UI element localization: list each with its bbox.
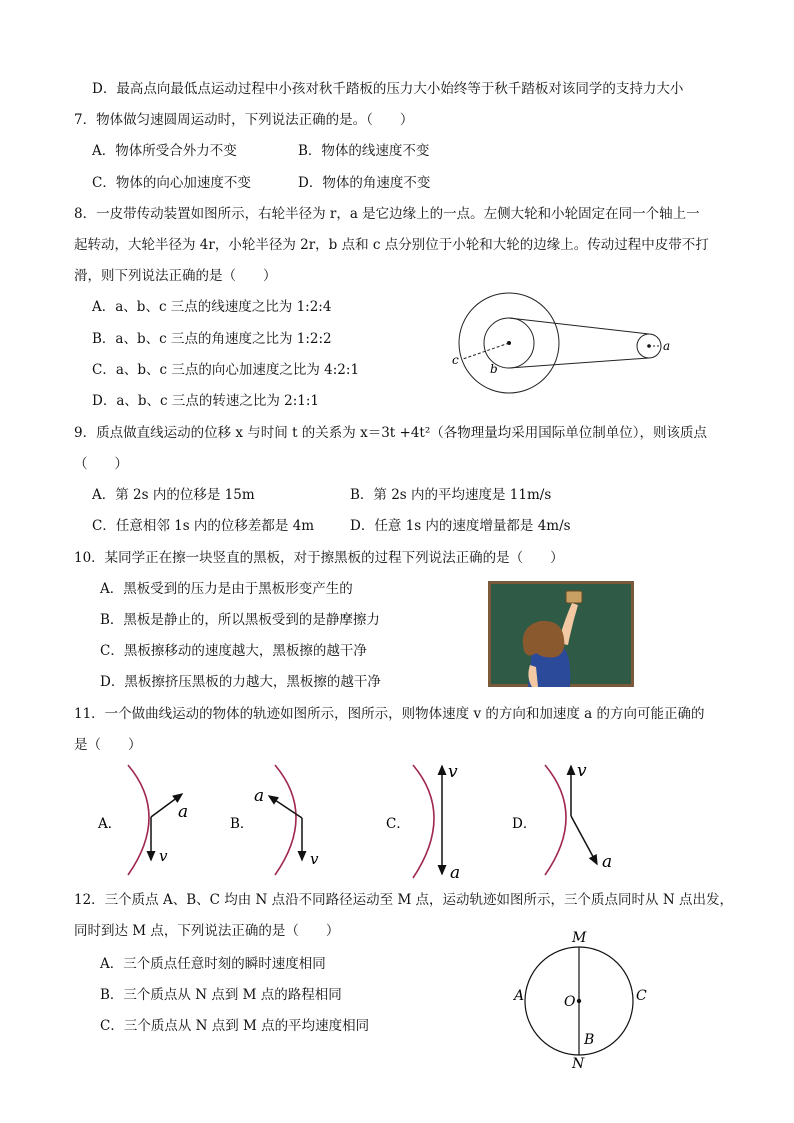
belt-bottom [509,358,649,368]
q7-stem: 7．物体做匀速圆周运动时，下列说法正确的是。（ ） [74,112,414,128]
label-o: O [564,994,576,1010]
option-b-trajectory [275,765,296,875]
option-d-trajectory [545,765,566,875]
q7-option-a: A．物体所受合外力不变 [92,143,237,159]
option-c-trajectory [413,765,434,878]
option-a-a-label: a [178,802,189,822]
option-a-trajectory [128,765,149,875]
label-m: M [572,930,587,946]
q8-option-d: D．a、b、c 三点的转速之比为 2:1:1 [92,393,320,409]
blackboard-illustration [488,581,634,687]
q7-option-d: D．物体的角速度不变 [298,175,431,191]
q7-option-b: B．物体的线速度不变 [298,143,430,159]
q6-option-d: D．最高点向最低点运动过程中小孩对秋千踏板的压力大小始终等于秋千踏板对该同学的支持力大小 [92,81,684,97]
label-a: a [663,339,671,353]
q9-stem-line2: （ ） [74,456,128,472]
label-n: N [572,1056,585,1072]
center-dot [577,999,581,1003]
q8-option-c: C．a、b、c 三点的向心加速度之比为 4:2:1 [92,362,360,378]
option-d-label: D． [512,816,537,832]
option-b-a-label: a [254,786,265,806]
label-c: c [452,353,459,367]
q12-option-c: C．三个质点从 N 点到 M 点的平均速度相同 [100,1018,370,1034]
q11-stem-line2: 是（ ） [74,737,142,753]
label-b: B [584,1032,595,1048]
option-c-v-label: v [448,762,458,782]
q8-option-b: B．a、b、c 三点的角速度之比为 1:2:2 [92,331,332,347]
option-b-v-label: v [310,850,319,868]
option-c-label: C． [386,816,410,832]
q10-option-c: C．黑板擦移动的速度越大，黑板擦的越干净 [100,643,367,659]
radius-to-c [463,343,509,359]
q10-option-a: A．黑板受到的压力是由于黑板形变产生的 [100,581,353,597]
q7-option-c: C．物体的向心加速度不变 [92,175,251,191]
option-b-acceleration-arrow [269,796,302,818]
option-d-acceleration-arrow [571,816,597,864]
q8-stem-line3: 滑，则下列说法正确的是（ ） [74,268,277,284]
option-a-v-label: v [159,847,168,865]
q8-option-a: A．a、b、c 三点的线速度之比为 1:2:4 [92,299,332,315]
option-a-label: A． [98,816,122,832]
q9-option-b: B．第 2s 内的平均速度是 11m/s [350,487,552,503]
label-a: A [514,988,525,1004]
q11-stem-line1: 11．一个做曲线运动的物体的轨迹如图所示，图所示，则物体速度 v 的方向和加速度 a 的方向可能正确的 [74,706,705,722]
option-b-label: B． [230,816,254,832]
belt-drive-figure [445,285,685,395]
q12-stem-line1: 12．三个质点 A、B、C 均由 N 点沿不同路径运动至 M 点，运动轨迹如图所示，三个质点同时从 N 点出发， [74,892,733,908]
q9-option-d: D．任意 1s 内的速度增量都是 4m/s [350,518,571,534]
belt-top [509,318,649,334]
q9-stem-line1: 9．质点做直线运动的位移 x 与时间 t 的关系为 x＝3t +4t²（各物理量均采用国际单位制单位），则该质点 [74,425,707,441]
option-d-a-label: a [602,852,613,872]
q10-stem: 10．某同学正在擦一块竖直的黑板，对于擦黑板的过程下列说法正确的是（ ） [74,550,564,566]
eraser [566,591,582,603]
q10-option-d: D．黑板擦挤压黑板的力越大，黑板擦的越干净 [100,674,381,690]
label-b: b [490,362,498,376]
q9-option-c: C．任意相邻 1s 内的位移差都是 4m [92,518,315,534]
label-c: C [636,988,647,1004]
q12-option-b: B．三个质点从 N 点到 M 点的路程相同 [100,987,342,1003]
q8-stem-line2: 起转动，大轮半径为 4r，小轮半径为 2r，b 点和 c 点分别位于小轮和大轮的边缘上。传动过程中皮带不打 [74,237,709,253]
trajectory-options-figure [90,760,730,882]
q10-option-b: B．黑板是静止的，所以黑板受到的是静摩擦力 [100,612,380,628]
option-c-a-label: a [450,863,461,882]
q9-option-a: A．第 2s 内的位移是 15m [92,487,255,503]
q8-stem-line1: 8．一皮带传动装置如图所示，右轮半径为 r，a 是它边缘上的一点。左侧大轮和小轮固定在同一个轴上一 [74,206,700,222]
circle-path-figure [508,926,658,1072]
q12-stem-line2: 同时到达 M 点，下列说法正确的是（ ） [74,923,340,939]
q12-option-a: A．三个质点任意时刻的瞬时速度相同 [100,956,326,972]
option-d-v-label: v [577,761,587,781]
